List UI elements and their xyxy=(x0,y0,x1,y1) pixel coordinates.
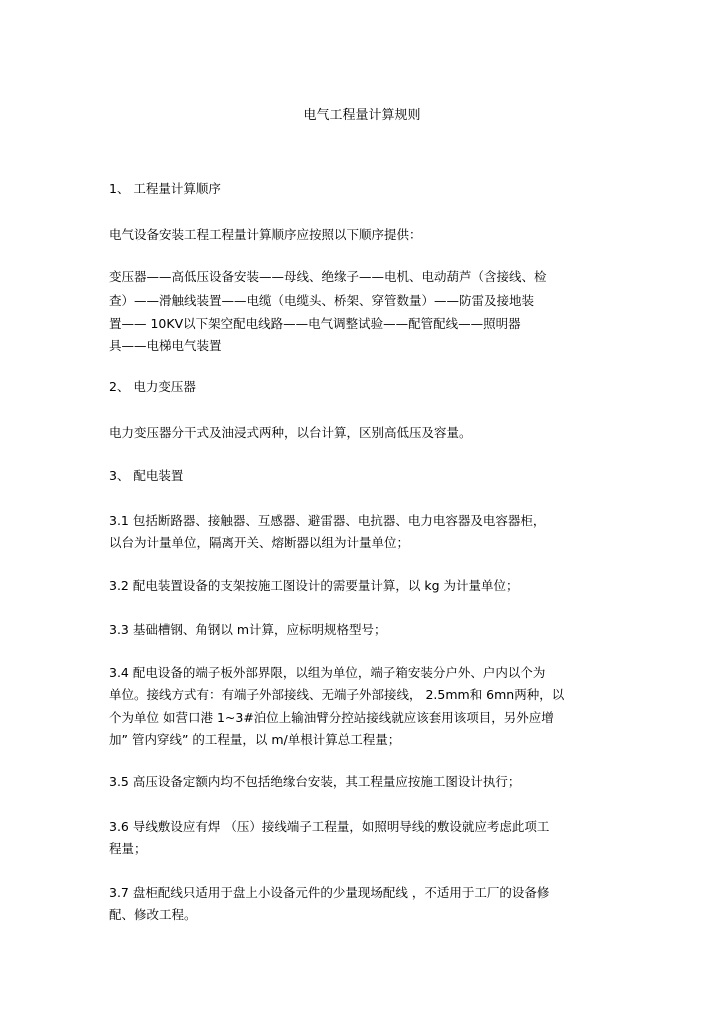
paragraph-line: 3.7 盘柜配线只适用于盘上小设备元件的少量现场配线 ，不适用于工厂的设备修 xyxy=(109,885,550,900)
paragraph-line: 具——电梯电气装置 xyxy=(109,338,222,353)
paragraph-line: 3.4 配电设备的端子板外部界限，以组为单位，端子箱安装分户外、户内以个为 xyxy=(109,665,546,680)
paragraph-line: 以台为计量单位，隔离开关、熔断器以组为计量单位； xyxy=(109,535,410,550)
paragraph-line: 加” 管内穿线” 的工程量，以 m/单根计算总工程量； xyxy=(109,732,401,747)
paragraph-line: 3.5 高压设备定额内均不包括绝缘台安装，其工程量应按施工图设计执行； xyxy=(109,774,521,789)
section-2-heading: 2、 电力变压器 xyxy=(109,379,196,394)
section-3-heading: 3、 配电装置 xyxy=(109,468,184,483)
paragraph-line: 3.3 基础槽钢、角钢以 m计算，应标明规格型号； xyxy=(109,622,387,637)
paragraph-line: 电气设备安装工程工程量计算顺序应按照以下顺序提供： xyxy=(109,227,422,242)
paragraph-line: 单位。接线方式有：有端子外部接线、无端子外部接线， 2.5mm和 6mn两种，以 xyxy=(109,687,565,702)
paragraph-line: 3.6 导线敷设应有焊 （压）接线端子工程量，如照明导线的敷设就应考虑此项工 xyxy=(109,819,550,834)
paragraph-line: 配、修改工程。 xyxy=(109,907,197,922)
paragraph-line: 查）——滑触线装置——电缆（电缆头、桥架、穿管数量）——防雷及接地装 xyxy=(109,293,535,308)
section-1-heading: 1、 工程量计算顺序 xyxy=(109,181,221,196)
paragraph-line: 变压器——高低压设备安装——母线、绝缘子——电机、电动葫芦（含接线、检 xyxy=(109,269,547,284)
paragraph-line: 电力变压器分干式及油浸式两种，以台计算，区别高低压及容量。 xyxy=(109,425,472,440)
paragraph-line: 置—— 10KV以下架空配电线路——电气调整试验——配管配线——照明器 xyxy=(109,316,521,331)
paragraph-line: 个为单位 如营口港 1~3#泊位上输油臂分控站接线就应该套用该项目，另外应增 xyxy=(109,710,554,725)
paragraph-line: 3.1 包括断路器、接触器、互感器、避雷器、电抗器、电力电容器及电容器柜， xyxy=(109,513,546,528)
document-title: 电气工程量计算规则 xyxy=(303,108,421,123)
paragraph-line: 3.2 配电装置设备的支架按施工图设计的需要量计算，以 kg 为计量单位； xyxy=(109,578,519,593)
paragraph-line: 程量； xyxy=(109,841,147,856)
